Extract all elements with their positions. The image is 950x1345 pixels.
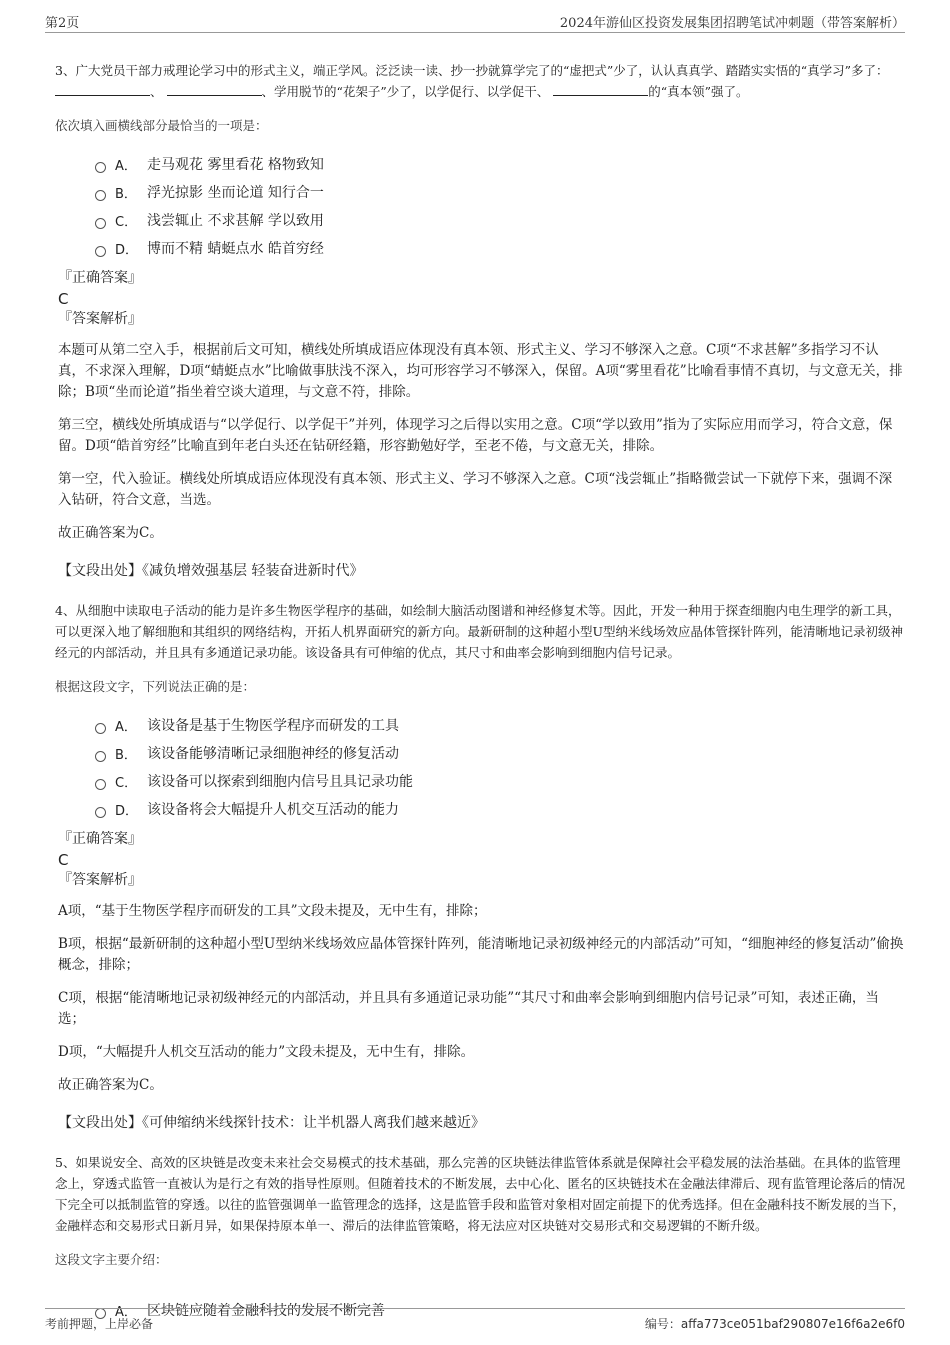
blank-1 <box>55 83 150 96</box>
analysis-paragraph: 本题可从第二空入手，根据前后文可知，横线处所填成语应体现没有真本领、形式主义、学习不够深入之意。C项“不求甚解”多指学习不认真，不求深入理解，D项“蜻蜓点水”比喻做事肤浅不深入，均可形容学习不够深入，保留。A项“雾里看花”比喻看事情不真切，与文意无关，排除；B项“坐而论道”指坐着空谈大道理，与文意不符，排除。 <box>58 342 903 400</box>
radio-button[interactable] <box>95 246 106 257</box>
radio-button[interactable] <box>95 190 106 201</box>
radio-button[interactable] <box>95 218 106 229</box>
correct-answer-label: 『正确答案』 <box>58 270 142 286</box>
blank-2 <box>167 83 262 96</box>
analysis-paragraph: A项，“基于生物医学程序而研发的工具”文段未提及，无中生有，排除； <box>58 903 487 919</box>
document-title: 2024年游仙区投资发展集团招聘笔试冲刺题（带答案解析） <box>559 16 905 31</box>
radio-button[interactable] <box>95 751 106 762</box>
footer-slogan: 考前押题，上岸必备 <box>45 1317 154 1331</box>
analysis-conclusion: 故正确答案为C。 <box>58 525 163 541</box>
radio-button[interactable] <box>95 162 106 173</box>
question-3-prompt: 依次填入画横线部分最恰当的一项是： <box>55 118 268 133</box>
page-number: 第2页 <box>45 16 80 31</box>
question-5-text: 5、如果说安全、高效的区块链是改变未来社会交易模式的技术基础，那么完善的区块链法律监管体系就是保障社会平稳发展的法治基础。在具体的监管理念上，穿透式监管一直被认为是行之有效的指导性原则。但随着技术的不断发展，去中心化、匿名的区块链技术在金融法律滞后、现有监管理论落后的情况下完全可以抵制监管的穿透。以往的监管强调单一监管理念的选择，这是监管手段和监管对象相对固定前提下的优秀选择。但在金融科技不断发展的当下，金融样态和交易形式日新月异，如果保持原本单一、滞后的法律监管策略，将无法应对区块链对交易形式和交易逻辑的不断升级。 <box>55 1155 906 1233</box>
option-d[interactable]: D． 该设备将会大幅提升人机交互活动的能力 <box>95 795 905 823</box>
option-a[interactable]: A． 该设备是基于生物医学程序而研发的工具 <box>95 711 905 739</box>
correct-answer: C <box>58 851 69 869</box>
radio-button[interactable] <box>95 807 106 818</box>
radio-button[interactable] <box>95 779 106 790</box>
option-a[interactable]: A． 走马观花 雾里看花 格物致知 <box>95 150 905 178</box>
analysis-paragraph: D项，“大幅提升人机交互活动的能力”文段未提及，无中生有，排除。 <box>58 1044 475 1060</box>
analysis-paragraph: B项，根据“最新研制的这种超小型U型纳米线场效应晶体管探针阵列，能清晰地记录初级神经元的内部活动”可知，“细胞神经的修复活动”偷换概念，排除； <box>58 936 904 973</box>
question-3-text: 3、广大党员干部力戒理论学习中的形式主义，端正学风。泛泛读一读、抄一抄就算学完了的“虚把式”少了，认认真真学、踏踏实实悟的“真学习”多了： 、 、学用脱节的“花架子”少了，以学促行、以学促干、 的“真本领”强了。 <box>55 63 889 99</box>
option-c[interactable]: C． 该设备可以探索到细胞内信号且具记录功能 <box>95 767 905 795</box>
source-citation: 【文段出处】《减负增效强基层 轻装奋进新时代》 <box>58 563 364 579</box>
option-a[interactable]: A． 区块链应随着金融科技的发展不断完善 <box>95 1296 905 1324</box>
question-5-prompt: 这段文字主要介绍： <box>55 1252 168 1267</box>
question-3-options <box>95 150 905 262</box>
analysis-label: 『答案解析』 <box>58 872 142 888</box>
radio-button[interactable] <box>95 723 106 734</box>
question-5 <box>55 1152 905 1324</box>
analysis-conclusion: 故正确答案为C。 <box>58 1077 163 1093</box>
analysis-label: 『答案解析』 <box>58 311 142 327</box>
option-c[interactable]: C． 浅尝辄止 不求甚解 学以致用 <box>95 206 905 234</box>
option-b[interactable]: B． 该设备能够清晰记录细胞神经的修复活动 <box>95 739 905 767</box>
document-id: 编号：affa773ce051baf290807e16f6a2e6f0 <box>644 1317 905 1331</box>
page-footer <box>45 1308 905 1333</box>
analysis-paragraph: 第一空，代入验证。横线处所填成语应体现没有真本领、形式主义、学习不够深入之意。C项“浅尝辄止”指略微尝试一下就停下来，强调不深入钻研，符合文意，当选。 <box>58 471 893 508</box>
question-4-text: 4、从细胞中读取电子活动的能力是许多生物医学程序的基础，如绘制大脑活动图谱和神经修复术等。因此，开发一种用于探查细胞内电生理学的新工具，可以更深入地了解细胞和其组织的网络结构，开拓人机界面研究的新方向。最新研制的这种超小型U型纳米线场效应晶体管探针阵列，能清晰地记录初级神经元的内部活动，并且具有多通道记录功能。该设备具有可伸缩的优点，其尺寸和曲率会影响到细胞内信号记录。 <box>55 603 904 660</box>
question-4-prompt: 根据这段文字，下列说法正确的是： <box>55 679 256 694</box>
correct-answer: C <box>58 290 69 308</box>
question-3 <box>55 60 905 580</box>
blank-3 <box>553 83 648 96</box>
source-citation: 【文段出处】《可伸缩纳米线探针技术：让半机器人离我们越来越近》 <box>58 1115 485 1131</box>
analysis-paragraph: C项，根据“能清晰地记录初级神经元的内部活动，并且具有多通道记录功能”“其尺寸和曲率会影响到细胞内信号记录”可知，表述正确，当选； <box>58 990 879 1027</box>
question-4 <box>55 600 905 1132</box>
question-4-options <box>95 711 905 823</box>
page-header <box>45 10 905 33</box>
content <box>55 60 905 1344</box>
analysis-paragraph: 第三空，横线处所填成语与“以学促行、以学促干”并列，体现学习之后得以实用之意。C项“学以致用”指为了实际应用而学习，符合文意，保留。D项“皓首穷经”比喻直到年老白头还在钻研经籍，形容勤勉好学，至老不倦，与文意无关，排除。 <box>58 417 893 454</box>
option-b[interactable]: B． 浮光掠影 坐而论道 知行合一 <box>95 178 905 206</box>
correct-answer-label: 『正确答案』 <box>58 831 142 847</box>
option-d[interactable]: D． 博而不精 蜻蜓点水 皓首穷经 <box>95 234 905 262</box>
